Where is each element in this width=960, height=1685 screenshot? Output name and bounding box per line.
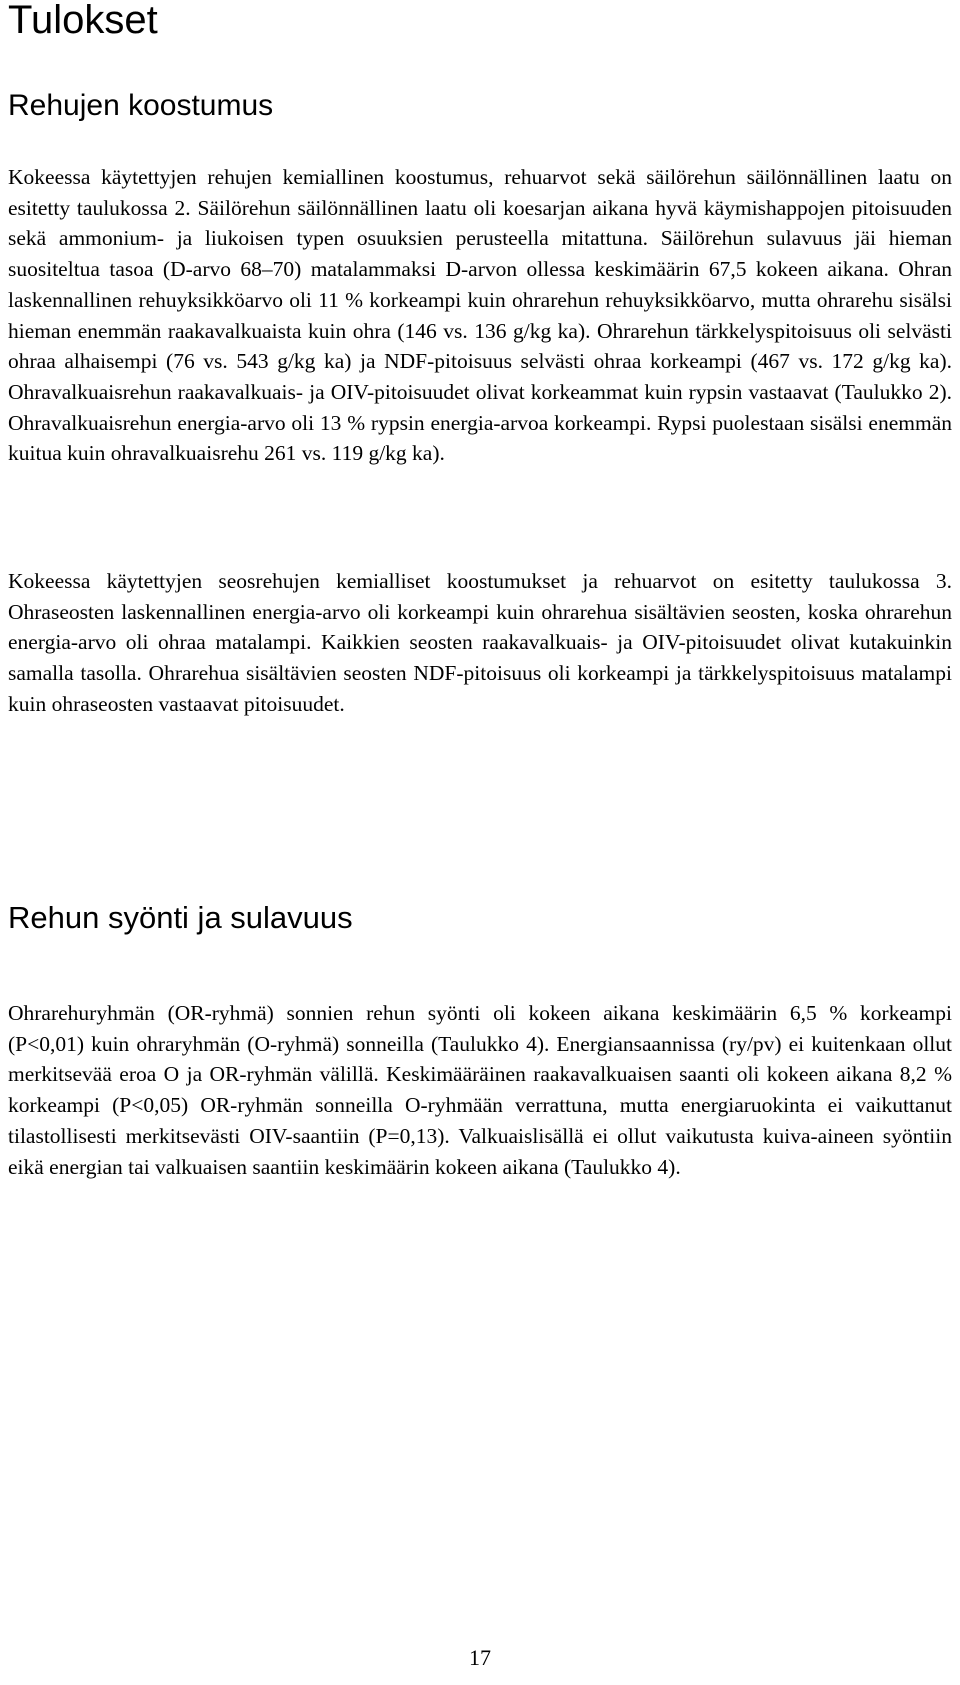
paragraph-rehun-syonti-1: Ohrarehuryhmän (OR-ryhmä) sonnien rehun syönti oli kokeen aikana keskimäärin 6,5 % korkeampi (P<0,01) kuin ohraryhmän (O-ryhmä) sonneilla (Taulukko 4). Energiansaannissa (ry/pv) ei kuitenkaan ollut merkitsevää eroa O ja OR-ryhmän välillä. Keskimääräinen raakavalkuaisen saanti oli kokeen aikana 8,2 % korkeampi (P<0,05) OR-ryhmän sonneilla O-ryhmään verrattuna, mutta energiaruokinta ei vaikuttanut tilastollisesti merkitsevästi OIV-saantiin (P=0,13). Valkuaislisällä ei ollut vaikutusta kuiva-aineen syöntiin eikä energian tai valkuaisen saantiin keskimäärin kokeen aikana (Taulukko 4). [8, 1001, 952, 1179]
paragraph-rehujen-koostumus-2: Kokeessa käytettyjen seosrehujen kemialliset koostumukset ja rehuarvot on esitetty taulukossa 3. Ohraseosten laskennallinen energia-arvo oli korkeampi kuin ohrarehua sisältävien seosten, koska ohrarehun energia-arvo oli ohraa matalampi. Kaikkien seosten raakavalkuais- ja OIV-pitoisuudet olivat kutakuinkin samalla tasolla. Ohrarehua sisältävien seosten NDF-pitoisuus oli korkeampi ja tärkkelyspitoisuus matalampi kuin ohraseosten vastaavat pitoisuudet. [8, 569, 952, 716]
paragraph-rehujen-koostumus-1: Kokeessa käytettyjen rehujen kemiallinen koostumus, rehuarvot sekä säilörehun säilönnällinen laatu on esitetty taulukossa 2. Säilörehun säilönnällinen laatu oli koesarjan aikana hyvä käymishappojen pitoisuuden sekä ammonium- ja liukoisen typen osuuksien perusteella mitattuna. Säilörehun sulavuus jäi hieman suositeltua tasoa (D-arvo 68–70) matalammaksi D-arvon ollessa keskimäärin 67,5 kokeen aikana. Ohran laskennallinen rehuyksikköarvo oli 11 % korkeampi kuin ohrarehun rehuyksikköarvo, mutta ohrarehu sisälsi hieman enemmän raakavalkuaista kuin ohra (146 vs. 136 g/kg ka). Ohrarehun tärkkelyspitoisuus oli selvästi ohraa alhaisempi (76 vs. 543 g/kg ka) ja NDF-pitoisuus selvästi ohraa korkeampi (467 vs. 172 g/kg ka). Ohravalkuaisrehun raakavalkuais- ja OIV-pitoisuudet olivat korkeammat kuin rypsin vastaavat (Taulukko 2). Ohravalkuaisrehun energia-arvo oli 13 % rypsin energia-arvoa korkeampi. Rypsi puolestaan sisälsi enemmän kuitua kuin ohravalkuaisrehu 261 vs. 119 g/kg ka). [8, 165, 952, 466]
section-heading-rehun-syonti: Rehun syönti ja sulavuus [8, 900, 353, 935]
section-heading-rehujen-koostumus: Rehujen koostumus [8, 89, 274, 122]
page-title: Tulokset [8, 0, 158, 42]
page-number: 17 [469, 1645, 491, 1670]
